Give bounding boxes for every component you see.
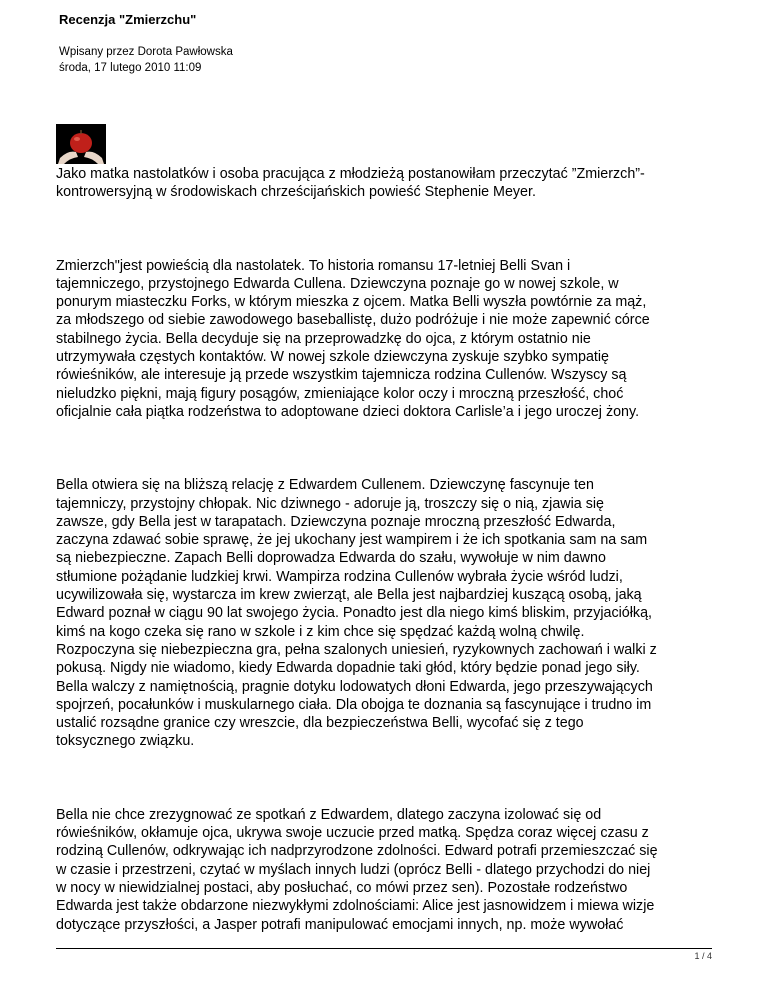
text-line: w czasie i przestrzeni, czytać w myślach innych ludzi (oprócz Belli - dlatego przychodzi do niej xyxy=(56,861,651,878)
footer-divider xyxy=(56,948,712,949)
paragraph xyxy=(56,165,721,202)
text-line: Edwarda jest także obdarzone niezwykłymi zdolnościami: Alice jest jasnowidzem i miewa wizje xyxy=(56,898,655,915)
text-line: są niebezpieczne. Zapach Belli doprowadza Edwarda do szału, wywołuje w nim dawno xyxy=(56,550,606,567)
text-line: pokusą. Nigdy nie wiadomo, kiedy Edwarda dopadnie taki głód, który będzie ponad jego siły. xyxy=(56,660,640,677)
text-line: rówieśników, ale interesuje ją przede wszystkim tajemnicza rodzina Cullenów. Wszyscy są xyxy=(56,367,627,384)
apple-in-hands-icon xyxy=(56,124,106,164)
paragraph xyxy=(56,806,721,934)
text-line: utrzymywała częstych kontaktów. W nowej szkole dziewczyna zyskuje szybko sympatię xyxy=(56,349,610,366)
page-number: 1 / 4 xyxy=(694,951,712,961)
text-line: ucywilizowała się, wystarcza im krew zwierząt, ale Bella jest najbardziej kuszącą osobą, jaką xyxy=(56,587,642,604)
text-line: spojrzeń, pocałunków i muskularnego ciała. Dla obojga te doznania są fascynujące i trudno im xyxy=(56,696,652,713)
text-line: tajemniczego, przystojnego Edwarda Cullena. Dziewczyna poznaje go w nowej szkole, w xyxy=(56,275,619,292)
text-line: zawsze, gdy Bella jest w tarapatach. Dziewczyna poznaje mroczną przeszłość Edwarda, xyxy=(56,513,616,530)
article-meta xyxy=(59,44,233,76)
text-line: w nocy w niewidzialnej postaci, aby posłuchać, co mówi przez sen). Pozostałe rodzeństwo xyxy=(56,879,628,896)
page-title: Recenzja "Zmierzchu" xyxy=(59,12,197,27)
text-line: Bella otwiera się na bliższą relację z Edwardem Cullenem. Dziewczynę fascynuje ten xyxy=(56,477,594,494)
paragraph xyxy=(56,257,721,422)
text-line: oficjalnie cała piątka rodzeństwa to adoptowane dzieci doktora Carlisle’a i jego uroczej żony. xyxy=(56,403,640,420)
text-line: Bella walczy z namiętnością, pragnie dotyku lodowatych dłoni Edwarda, jego przeszywających xyxy=(56,678,653,695)
text-line: stabilnego życia. Bella decyduje się na przeprowadzkę do ojca, z którym ostatnio nie xyxy=(56,330,591,347)
text-line: toksycznego związku. xyxy=(56,733,195,750)
text-line: Zmierzch"jest powieścią dla nastolatek. To historia romansu 17-letniej Belli Svan i xyxy=(56,257,571,274)
author-line: Wpisany przez Dorota Pawłowska xyxy=(59,46,233,58)
article-body xyxy=(56,165,721,989)
text-line: dotyczące przyszłości, a Jasper potrafi manipulować emocjami innych, np. może wywołać xyxy=(56,916,624,933)
date-line: środa, 17 lutego 2010 11:09 xyxy=(59,62,202,74)
text-line: za młodszego od siebie zawodowego baseballistę, dużo podróżuje i nie może zapewnić córce xyxy=(56,312,650,329)
text-line: rówieśników, okłamuje ojca, ukrywa swoje uczucie przed matką. Spędza coraz więcej czasu z xyxy=(56,825,649,842)
text-line: Edward poznał w ciągu 90 lat swojego życia. Ponadto jest dla niego kimś bliskim, przyjaciółką, xyxy=(56,605,652,622)
text-line: tajemniczy, przystojny chłopak. Nic dziwnego - adoruje ją, troszczy się o nią, zjawia się xyxy=(56,495,605,512)
text-line: stłumione pożądanie ludzkiej krwi. Wampirza rodzina Cullenów wybrała życie wśród ludzi, xyxy=(56,568,623,585)
text-line: kontrowersyjną w środowiskach chrześcijańskich powieść Stephenie Meyer. xyxy=(56,184,536,201)
text-line: rodziną Cullenów, odkrywając ich nadprzyrodzone zdolności. Edward potrafi przemieszczać się xyxy=(56,843,658,860)
text-line: kimś na kogo czeka się rano w szkole i z kim chce się spędzać każdą wolną chwilę. xyxy=(56,623,585,640)
text-line: zaczyna zdawać sobie sprawę, że jej ukochany jest wampirem i że ich spotkania sam na sam xyxy=(56,532,648,549)
text-line: Rozpoczyna się niebezpieczna gra, pełna szalonych uniesień, ryzykownych zachowań i walki z xyxy=(56,641,657,658)
text-line: ustalić rozsądne granice czy wreszcie, dla bezpieczeństwa Belli, wycofać się z tego xyxy=(56,715,584,732)
text-line: Jako matka nastolatków i osoba pracująca z młodzieżą postanowiłam przeczytać ”Zmierzch”- xyxy=(56,166,645,182)
paragraph xyxy=(56,476,721,750)
text-line: nieludzko piękni, mają figury posągów, zmieniające kolor oczy i mroczną przeszłość, choć xyxy=(56,385,624,402)
text-line: ponurym miasteczku Forks, w którym mieszka z ojcem. Matka Belli wyszła powtórnie za mąż, xyxy=(56,294,647,311)
text-line: Bella nie chce zrezygnować ze spotkań z Edwardem, dlatego zaczyna izolować się od xyxy=(56,806,602,823)
apple-in-hands-image xyxy=(56,124,106,164)
